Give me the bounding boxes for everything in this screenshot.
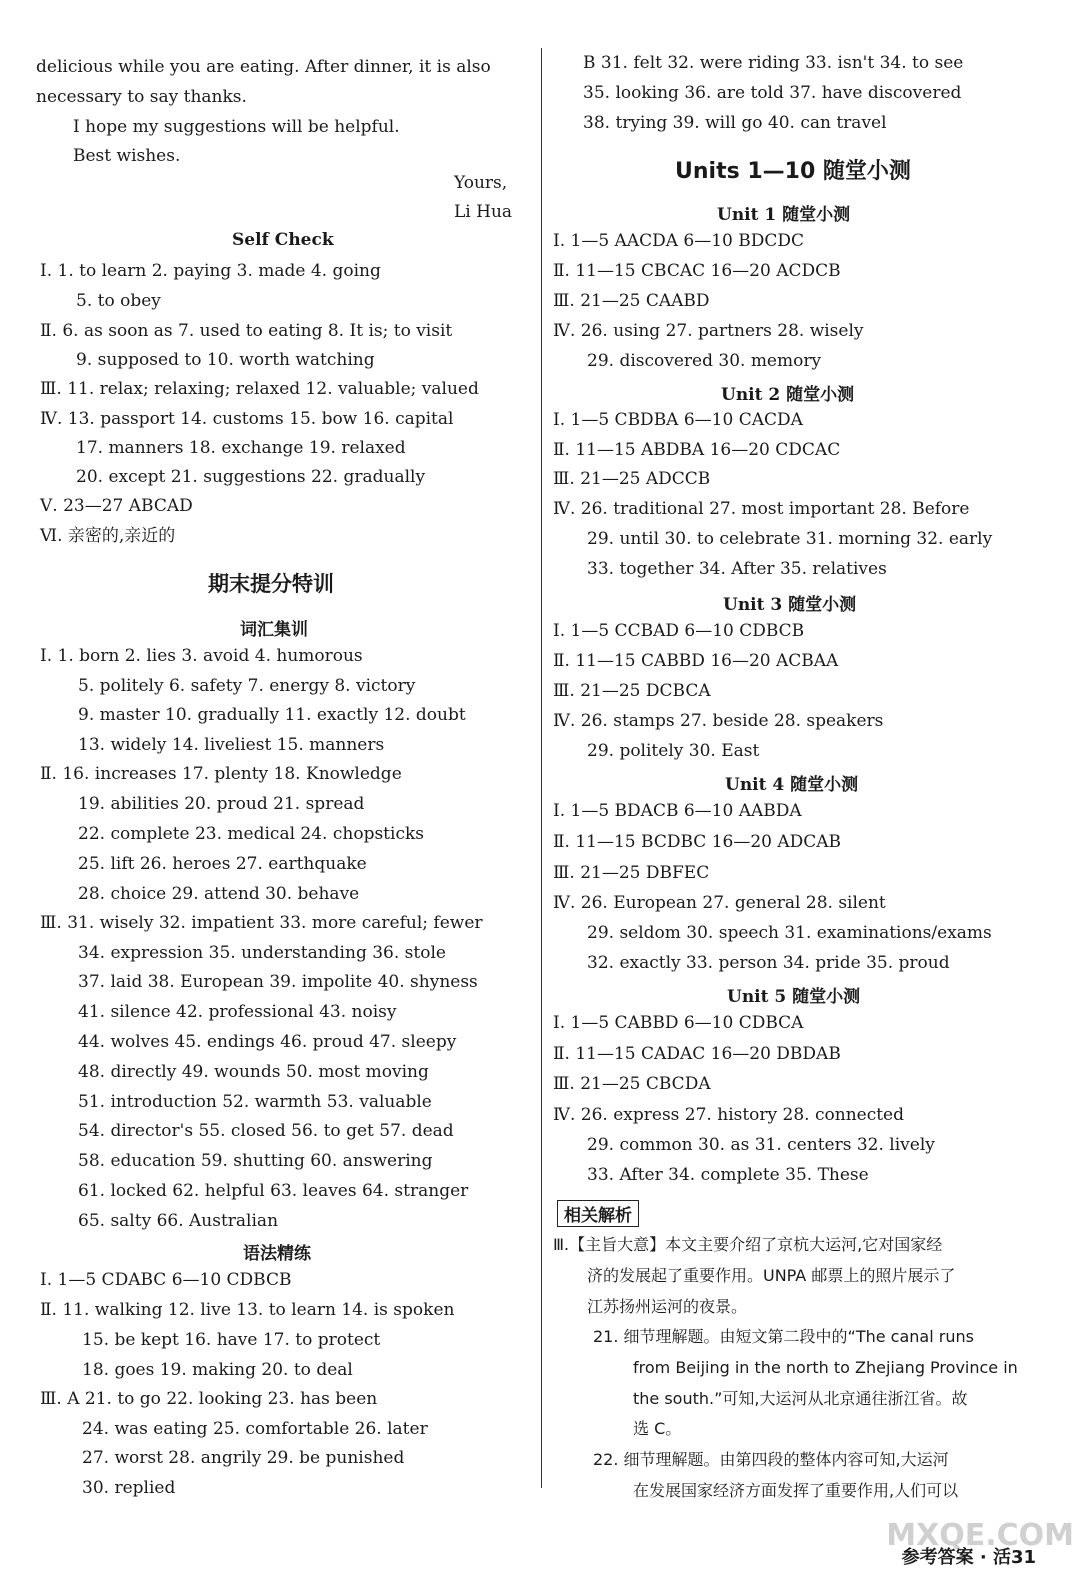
vocab-line: Ⅰ. 1. born 2. lies 3. avoid 4. humorous (40, 646, 363, 666)
self-check-line: Ⅵ. 亲密的,亲近的 (40, 526, 176, 546)
vocab-line: Ⅱ. 16. increases 17. plenty 18. Knowledge (40, 764, 402, 784)
letter-line-3: I hope my suggestions will be helpful. (73, 117, 400, 137)
letter-line-2: necessary to say thanks. (36, 87, 247, 107)
self-check-line: Ⅰ. 1. to learn 2. paying 3. made 4. going (40, 261, 381, 281)
vocab-line: 5. politely 6. safety 7. energy 8. victory (78, 676, 416, 696)
unit-answer-line: 29. discovered 30. memory (587, 351, 822, 371)
analysis-line: 在发展国家经济方面发挥了重要作用,人们可以 (633, 1481, 959, 1500)
column-divider (541, 48, 542, 1488)
self-check-line: 9. supposed to 10. worth watching (76, 350, 375, 370)
self-check-line: Ⅱ. 6. as soon as 7. used to eating 8. It is; to visit (40, 321, 453, 341)
final-training-title: 期末提分特训 (208, 571, 334, 596)
letter-line-4: Best wishes. (73, 146, 181, 166)
unit-title: Unit 5 随堂小测 (727, 987, 861, 1007)
self-check-line: 5. to obey (76, 291, 161, 311)
unit-answer-line: Ⅳ. 26. stamps 27. beside 28. speakers (553, 711, 884, 731)
answer-line: 35. looking 36. are told 37. have discovered (583, 83, 962, 103)
analysis-line: the south.”可知,大运河从北京通往浙江省。故 (633, 1389, 968, 1408)
vocab-line: 37. laid 38. European 39. impolite 40. shyness (78, 972, 478, 992)
grammar-line: 18. goes 19. making 20. to deal (82, 1360, 353, 1380)
vocab-line: Ⅲ. 31. wisely 32. impatient 33. more careful; fewer (40, 913, 483, 933)
vocab-line: 61. locked 62. helpful 63. leaves 64. stranger (78, 1181, 469, 1201)
vocab-line: 41. silence 42. professional 43. noisy (78, 1002, 397, 1022)
letter-signature: Li Hua (454, 202, 513, 222)
unit-answer-line: Ⅲ. 21—25 CBCDA (553, 1074, 711, 1094)
grammar-line: 15. be kept 16. have 17. to protect (82, 1330, 381, 1350)
grammar-line: 30. replied (82, 1478, 176, 1498)
unit-title: Unit 1 随堂小测 (717, 205, 851, 225)
unit-answer-line: Ⅳ. 26. express 27. history 28. connected (553, 1105, 904, 1125)
analysis-line: 济的发展起了重要作用。UNPA 邮票上的照片展示了 (587, 1266, 956, 1285)
unit-answer-line: Ⅰ. 1—5 BDACB 6—10 AABDA (553, 801, 802, 821)
letter-closing: Yours, (454, 173, 508, 193)
vocab-title: 词汇集训 (240, 620, 308, 640)
unit-answer-line: 33. together 34. After 35. relatives (587, 559, 887, 579)
self-check-line: 20. except 21. suggestions 22. gradually (76, 467, 426, 487)
vocab-line: 65. salty 66. Australian (78, 1211, 279, 1231)
unit-answer-line: 33. After 34. complete 35. These (587, 1165, 869, 1185)
vocab-line: 22. complete 23. medical 24. chopsticks (78, 824, 424, 844)
unit-title: Unit 2 随堂小测 (721, 385, 855, 405)
vocab-line: 13. widely 14. liveliest 15. manners (78, 735, 385, 755)
vocab-line: 44. wolves 45. endings 46. proud 47. sleepy (78, 1032, 457, 1052)
analysis-line: from Beijing in the north to Zhejiang Province in (633, 1358, 1018, 1377)
vocab-line: 28. choice 29. attend 30. behave (78, 884, 360, 904)
unit-answer-line: 29. common 30. as 31. centers 32. lively (587, 1135, 935, 1155)
answer-line: 38. trying 39. will go 40. can travel (583, 113, 887, 133)
self-check-title: Self Check (232, 230, 334, 250)
unit-answer-line: Ⅲ. 21—25 DCBCA (553, 681, 711, 701)
analysis-line: Ⅲ.【主旨大意】本文主要介绍了京杭大运河,它对国家经 (553, 1235, 943, 1254)
grammar-line: Ⅱ. 11. walking 12. live 13. to learn 14. is spoken (40, 1300, 455, 1320)
answer-line: B 31. felt 32. were riding 33. isn't 34. to see (583, 53, 964, 73)
unit-answer-line: Ⅱ. 11—15 ABDBA 16—20 CDCAC (553, 440, 841, 460)
unit-answer-line: Ⅱ. 11—15 BCDBC 16—20 ADCAB (553, 832, 842, 852)
unit-answer-line: 32. exactly 33. person 34. pride 35. proud (587, 953, 950, 973)
unit-answer-line: Ⅰ. 1—5 CBDBA 6—10 CACDA (553, 410, 803, 430)
grammar-line: 27. worst 28. angrily 29. be punished (82, 1448, 405, 1468)
unit-answer-line: Ⅲ. 21—25 CAABD (553, 291, 710, 311)
vocab-line: 51. introduction 52. warmth 53. valuable (78, 1092, 432, 1112)
unit-answer-line: Ⅱ. 11—15 CBCAC 16—20 ACDCB (553, 261, 841, 281)
unit-answer-line: Ⅳ. 26. using 27. partners 28. wisely (553, 321, 864, 341)
unit-title: Unit 3 随堂小测 (723, 595, 857, 615)
unit-answer-line: 29. seldom 30. speech 31. examinations/exams (587, 923, 992, 943)
unit-answer-line: Ⅳ. 26. European 27. general 28. silent (553, 893, 886, 913)
letter-line-1: delicious while you are eating. After dinner, it is also (36, 57, 491, 77)
unit-answer-line: Ⅰ. 1—5 AACDA 6—10 BDCDC (553, 231, 805, 251)
grammar-line: 24. was eating 25. comfortable 26. later (82, 1419, 428, 1439)
analysis-line: 21. 细节理解题。由短文第二段中的“The canal runs (593, 1327, 974, 1346)
vocab-line: 48. directly 49. wounds 50. most moving (78, 1062, 429, 1082)
watermark-logo: MXQE.COM (886, 1518, 1074, 1553)
unit-answer-line: Ⅲ. 21—25 DBFEC (553, 863, 710, 883)
unit-title: Unit 4 随堂小测 (725, 775, 859, 795)
unit-answer-line: Ⅰ. 1—5 CABBD 6—10 CDBCA (553, 1013, 804, 1033)
self-check-line: Ⅴ. 23—27 ABCAD (40, 496, 193, 516)
unit-answer-line: Ⅱ. 11—15 CABBD 16—20 ACBAA (553, 651, 839, 671)
unit-answer-line: Ⅲ. 21—25 ADCCB (553, 469, 711, 489)
grammar-line: Ⅲ. A 21. to go 22. looking 23. has been (40, 1389, 378, 1409)
vocab-line: 19. abilities 20. proud 21. spread (78, 794, 365, 814)
unit-answer-line: 29. until 30. to celebrate 31. morning 32. early (587, 529, 993, 549)
units-title: Units 1—10 随堂小测 (675, 159, 911, 184)
analysis-badge: 相关解析 (557, 1200, 639, 1227)
unit-answer-line: 29. politely 30. East (587, 741, 760, 761)
self-check-line: Ⅲ. 11. relax; relaxing; relaxed 12. valuable; valued (40, 379, 479, 399)
self-check-line: Ⅳ. 13. passport 14. customs 15. bow 16. capital (40, 409, 454, 429)
analysis-line: 江苏扬州运河的夜景。 (587, 1297, 748, 1316)
vocab-line: 34. expression 35. understanding 36. stole (78, 943, 446, 963)
unit-answer-line: Ⅰ. 1—5 CCBAD 6—10 CDBCB (553, 621, 805, 641)
grammar-title: 语法精练 (243, 1244, 311, 1264)
vocab-line: 25. lift 26. heroes 27. earthquake (78, 854, 367, 874)
self-check-line: 17. manners 18. exchange 19. relaxed (76, 438, 406, 458)
page-footer: 参考答案 · 活31 (901, 1547, 1036, 1568)
vocab-line: 58. education 59. shutting 60. answering (78, 1151, 433, 1171)
unit-answer-line: Ⅳ. 26. traditional 27. most important 28. Before (553, 499, 970, 519)
unit-answer-line: Ⅱ. 11—15 CADAC 16—20 DBDAB (553, 1044, 841, 1064)
analysis-line: 22. 细节理解题。由第四段的整体内容可知,大运河 (593, 1450, 949, 1469)
vocab-line: 54. director's 55. closed 56. to get 57. dead (78, 1121, 454, 1141)
analysis-line: 选 C。 (633, 1419, 682, 1438)
vocab-line: 9. master 10. gradually 11. exactly 12. doubt (78, 705, 466, 725)
grammar-line: Ⅰ. 1—5 CDABC 6—10 CDBCB (40, 1270, 292, 1290)
